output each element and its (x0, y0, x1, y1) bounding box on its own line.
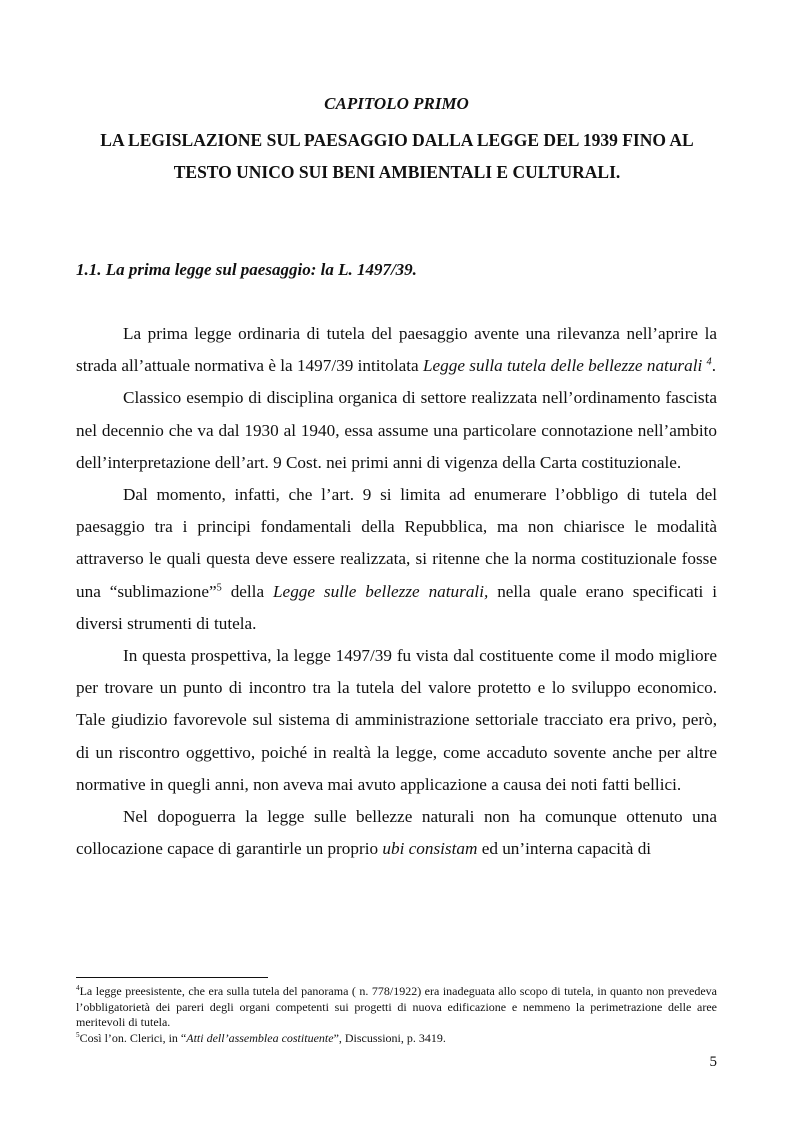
footnotes (76, 984, 717, 1046)
footnote-5-source-italic: Atti dell’assemblea costituente (186, 1030, 334, 1045)
page-number: 5 (709, 1054, 717, 1070)
body-text (76, 318, 717, 865)
chapter-title (72, 124, 722, 188)
paragraph-5 (76, 801, 717, 865)
paragraph-2: Classico esempio di disciplina organica di settore realizzata nell’ordinamento fascista nel decennio che va dal 1930 al 1940, essa assume una particolare connotazione nell’ambito dell’interpretazione dell’art. 9 Cost. nei primi anni di vigenza della Carta costituzionale. (76, 388, 717, 472)
law-title-italic: Legge sulla tutela delle bellezze naturali (422, 356, 703, 376)
paragraph-3-text: Dal momento, infatti, che l’art. 9 si limita ad enumerare l’obbligo di tutela del paesaggio tra i principi fondamentali della Repubblica, ma non chiarisce le modalità attraverso le quali questa deve essere realizzata, si ritenne che la norma costituzionale fosse una “sublimazione” (76, 485, 717, 601)
latin-phrase-italic: ubi consistam (382, 839, 478, 859)
law-name-italic: Legge sulle bellezze naturali, (273, 581, 489, 601)
footnote-4 (76, 984, 717, 1031)
footnote-5-text-c: ”, Discussioni, p. 3419. (333, 1030, 446, 1045)
paragraph-3-text-d: nella quale erano specificati i diversi strumenti di tutela. (76, 581, 717, 633)
paragraph-1 (76, 318, 717, 382)
footnote-4-text: La legge preesistente, che era sulla tutela del panorama ( n. 778/1922) era inadeguata allo scopo di tutela, in quanto non prevedeva l’obbligatorietà dei pareri degli organi competenti sui progetti di nuova edificazione e nemmeno la perimetrazione delle aree meritevoli di tutela. (76, 984, 717, 1029)
paragraph-1-text: La prima legge ordinaria di tutela del paesaggio avente una rilevanza nell’aprire la strada all’attuale normativa è la 1497/39 intitolata (76, 324, 717, 376)
paragraph-1-end: . (711, 356, 716, 376)
footnote-5 (76, 1031, 717, 1047)
chapter-label: CAPITOLO PRIMO (324, 94, 469, 113)
paragraph-5-text-c: ed un’interna capacità di (477, 839, 652, 859)
footnote-ref-4[interactable]: 4 (706, 356, 712, 368)
section-heading: 1.1. La prima legge sul paesaggio: la L. 1497/39. (76, 260, 417, 279)
paragraph-3 (76, 479, 717, 640)
chapter-title-line-2: TESTO UNICO SUI BENI AMBIENTALI E CULTURALI. (173, 162, 621, 182)
chapter-title-line-1: LA LEGISLAZIONE SUL PAESAGGIO DALLA LEGGE DEL 1939 FINO AL (100, 130, 694, 150)
paragraph-4: In questa prospettiva, la legge 1497/39 fu vista dal costituente come il modo migliore per trovare un punto di incontro tra la tutela del valore protetto e lo sviluppo economico. Tale giudizio favorevole sul sistema di amministrazione settoriale tracciato era privo, però, di un riscontro oggettivo, poiché in realtà la legge, come accaduto sovente anche per altre normative in quegli anni, non aveva mai avuto applicazione a causa dei noti fatti bellici. (76, 646, 717, 794)
footnote-ref-5[interactable]: 5 (216, 581, 222, 593)
footnote-5-text-a: Così l’on. Clerici, in “ (79, 1030, 187, 1045)
paragraph-5-text: Nel dopoguerra la legge sulle bellezze naturali non ha comunque ottenuto una collocazione capace di garantirle un proprio (76, 807, 717, 859)
paragraph-3-text-b: della (221, 581, 273, 601)
footnote-5-number: 5 (76, 1030, 80, 1039)
footnote-separator (76, 977, 268, 978)
footnote-4-number: 4 (76, 984, 80, 992)
